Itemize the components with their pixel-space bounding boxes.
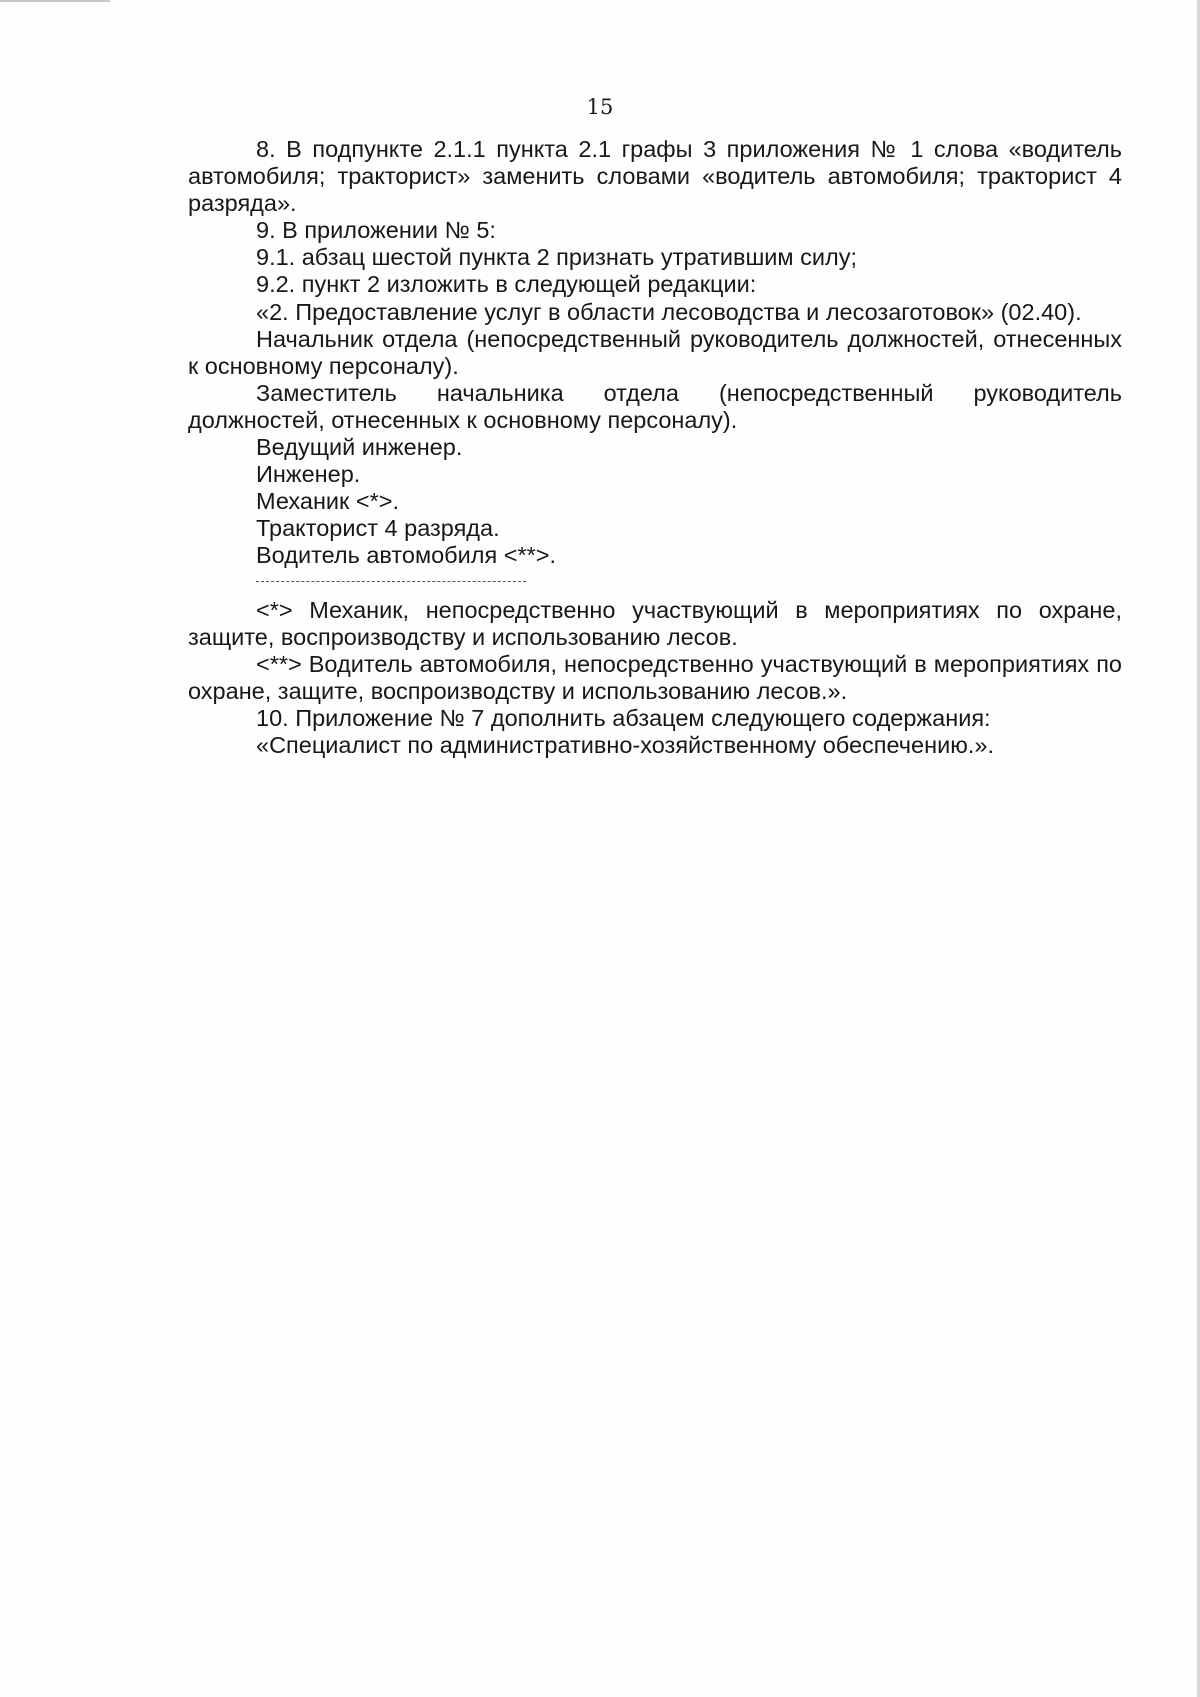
footnote-separator-line: [256, 581, 526, 582]
position-mechanic: Механик <*>.: [256, 488, 399, 515]
page-number: 15: [586, 95, 614, 119]
paragraph-9-1: 9.1. абзац шестой пункта 2 признать утратившим силу;: [256, 244, 857, 271]
position-lead-engineer: Ведущий инженер.: [256, 434, 463, 461]
document-body: [188, 136, 1122, 759]
paragraph-8: 8. В подпункте 2.1.1 пункта 2.1 графы 3 приложения № 1 слова «водитель автомобиля; тракторист» заменить словами «водитель автомобиля; тракторист 4 разряда».: [188, 136, 1122, 217]
footnote-separator: [256, 570, 1122, 597]
paragraph-9-2: 9.2. пункт 2 изложить в следующей редакции:: [256, 271, 757, 298]
position-engineer: Инженер.: [256, 461, 361, 488]
paragraph-9: 9. В приложении № 5:: [256, 217, 496, 244]
paragraph-head-of-department: Начальник отдела (непосредственный руководитель должностей, отнесенных к основному персоналу).: [188, 325, 1122, 379]
footnote-2: <**> Водитель автомобиля, непосредственно участвующий в мероприятиях по охране, защите, воспроизводству и использованию лесов.».: [188, 650, 1122, 704]
position-car-driver: Водитель автомобиля <**>.: [256, 542, 556, 569]
paragraph-item-2: «2. Предоставление услуг в области лесоводства и лесозаготовок» (02.40).: [256, 298, 1082, 325]
footnote-1: <*> Механик, непосредственно участвующий в мероприятиях по охране, защите, воспроизводству и использованию лесов.: [188, 596, 1122, 650]
paragraph-10-text: «Специалист по административно-хозяйственному обеспечению.».: [256, 732, 994, 759]
paragraph-10: 10. Приложение № 7 дополнить абзацем следующего содержания:: [256, 704, 991, 731]
paragraph-deputy-head: Заместитель начальника отдела (непосредственный руководитель должностей, отнесенных к основному персоналу).: [188, 379, 1122, 433]
position-tractor-driver: Тракторист 4 разряда.: [256, 515, 500, 542]
scan-edge-top: [0, 0, 110, 2]
